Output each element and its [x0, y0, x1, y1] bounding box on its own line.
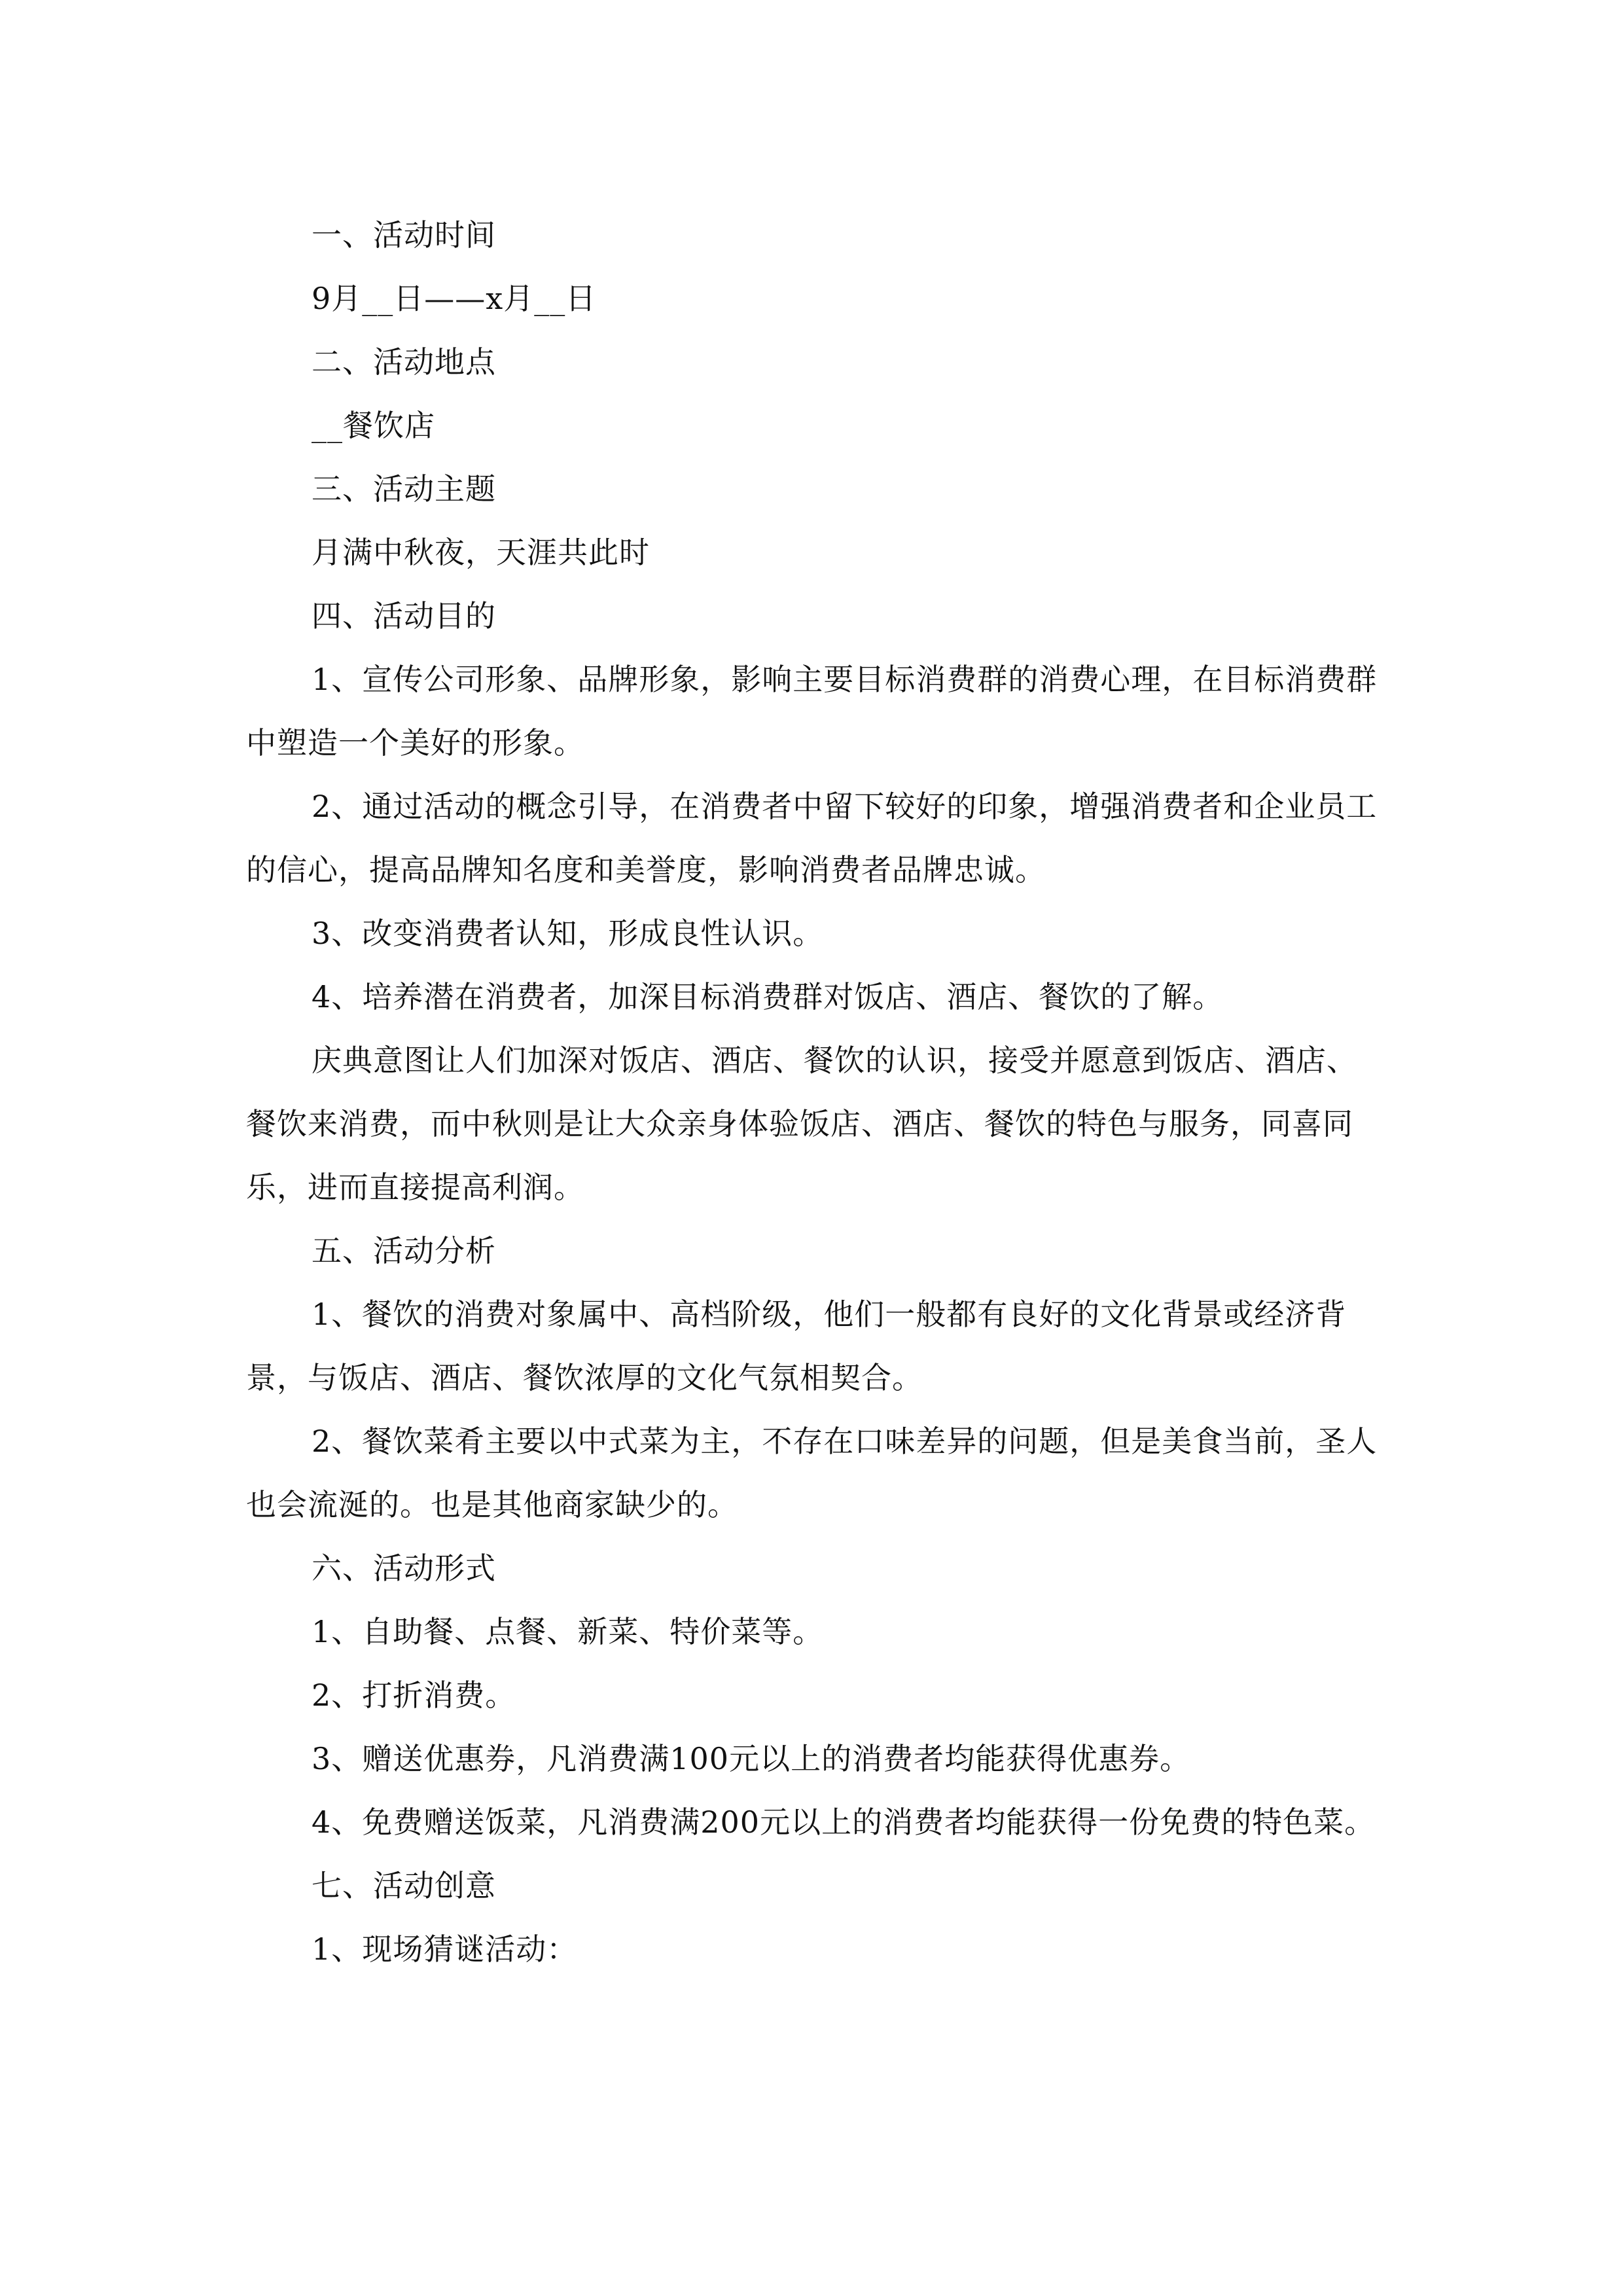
- format-item-4: 4、免费赠送饭菜，凡消费满200元以上的消费者均能获得一份免费的特色菜。: [312, 1804, 1376, 1840]
- purpose-summary-paragraph: 庆典意图让人们加深对饭店、酒店、餐饮的认识，接受并愿意到饭店、酒店、餐饮来消费，而中秋则是让大众亲身体验饭店、酒店、餐饮的特色与服务，同喜同乐，进而直接提高利润。: [246, 1043, 1357, 1205]
- section-heading-activity-purpose: 四、活动目的: [312, 598, 496, 634]
- purpose-item-4: 4、培养潜在消费者，加深目标消费群对饭店、酒店、餐饮的了解。: [312, 979, 1224, 1014]
- section-heading-activity-theme: 三、活动主题: [312, 471, 496, 507]
- activity-time-value: 9月__日——x月__日: [312, 281, 597, 316]
- section-heading-activity-creativity: 七、活动创意: [312, 1868, 496, 1903]
- purpose-item-2: 2、通过活动的概念引导，在消费者中留下较好的印象，增强消费者和企业员工的信心，提高品牌知名度和美誉度，影响消费者品牌忠诚。: [246, 789, 1378, 888]
- purpose-item-3: 3、改变消费者认知，形成良性认识。: [312, 916, 824, 951]
- document-body: [246, 204, 1378, 1981]
- format-item-1: 1、自助餐、点餐、新菜、特价菜等。: [312, 1614, 824, 1649]
- activity-theme-value: 月满中秋夜，天涯共此时: [312, 535, 650, 570]
- analysis-item-1: 1、餐饮的消费对象属中、高档阶级，他们一般都有良好的文化背景或经济背景，与饭店、酒店、餐饮浓厚的文化气氛相契合。: [246, 1297, 1347, 1395]
- format-item-3: 3、赠送优惠券，凡消费满100元以上的消费者均能获得优惠券。: [312, 1741, 1191, 1776]
- format-item-2: 2、打折消费。: [312, 1677, 516, 1713]
- section-heading-activity-location: 二、活动地点: [312, 344, 496, 380]
- purpose-item-1: 1、宣传公司形象、品牌形象，影响主要目标消费群的消费心理，在目标消费群中塑造一个美好的形象。: [246, 662, 1378, 761]
- section-heading-activity-format: 六、活动形式: [312, 1551, 496, 1586]
- creativity-item-1: 1、现场猜谜活动：: [312, 1931, 578, 1967]
- section-heading-activity-time: 一、活动时间: [312, 217, 496, 253]
- activity-location-value: __餐饮店: [312, 408, 435, 443]
- section-heading-activity-analysis: 五、活动分析: [312, 1233, 496, 1268]
- analysis-item-2: 2、餐饮菜肴主要以中式菜为主，不存在口味差异的问题，但是美食当前，圣人也会流涎的。也是其他商家缺少的。: [246, 1424, 1378, 1522]
